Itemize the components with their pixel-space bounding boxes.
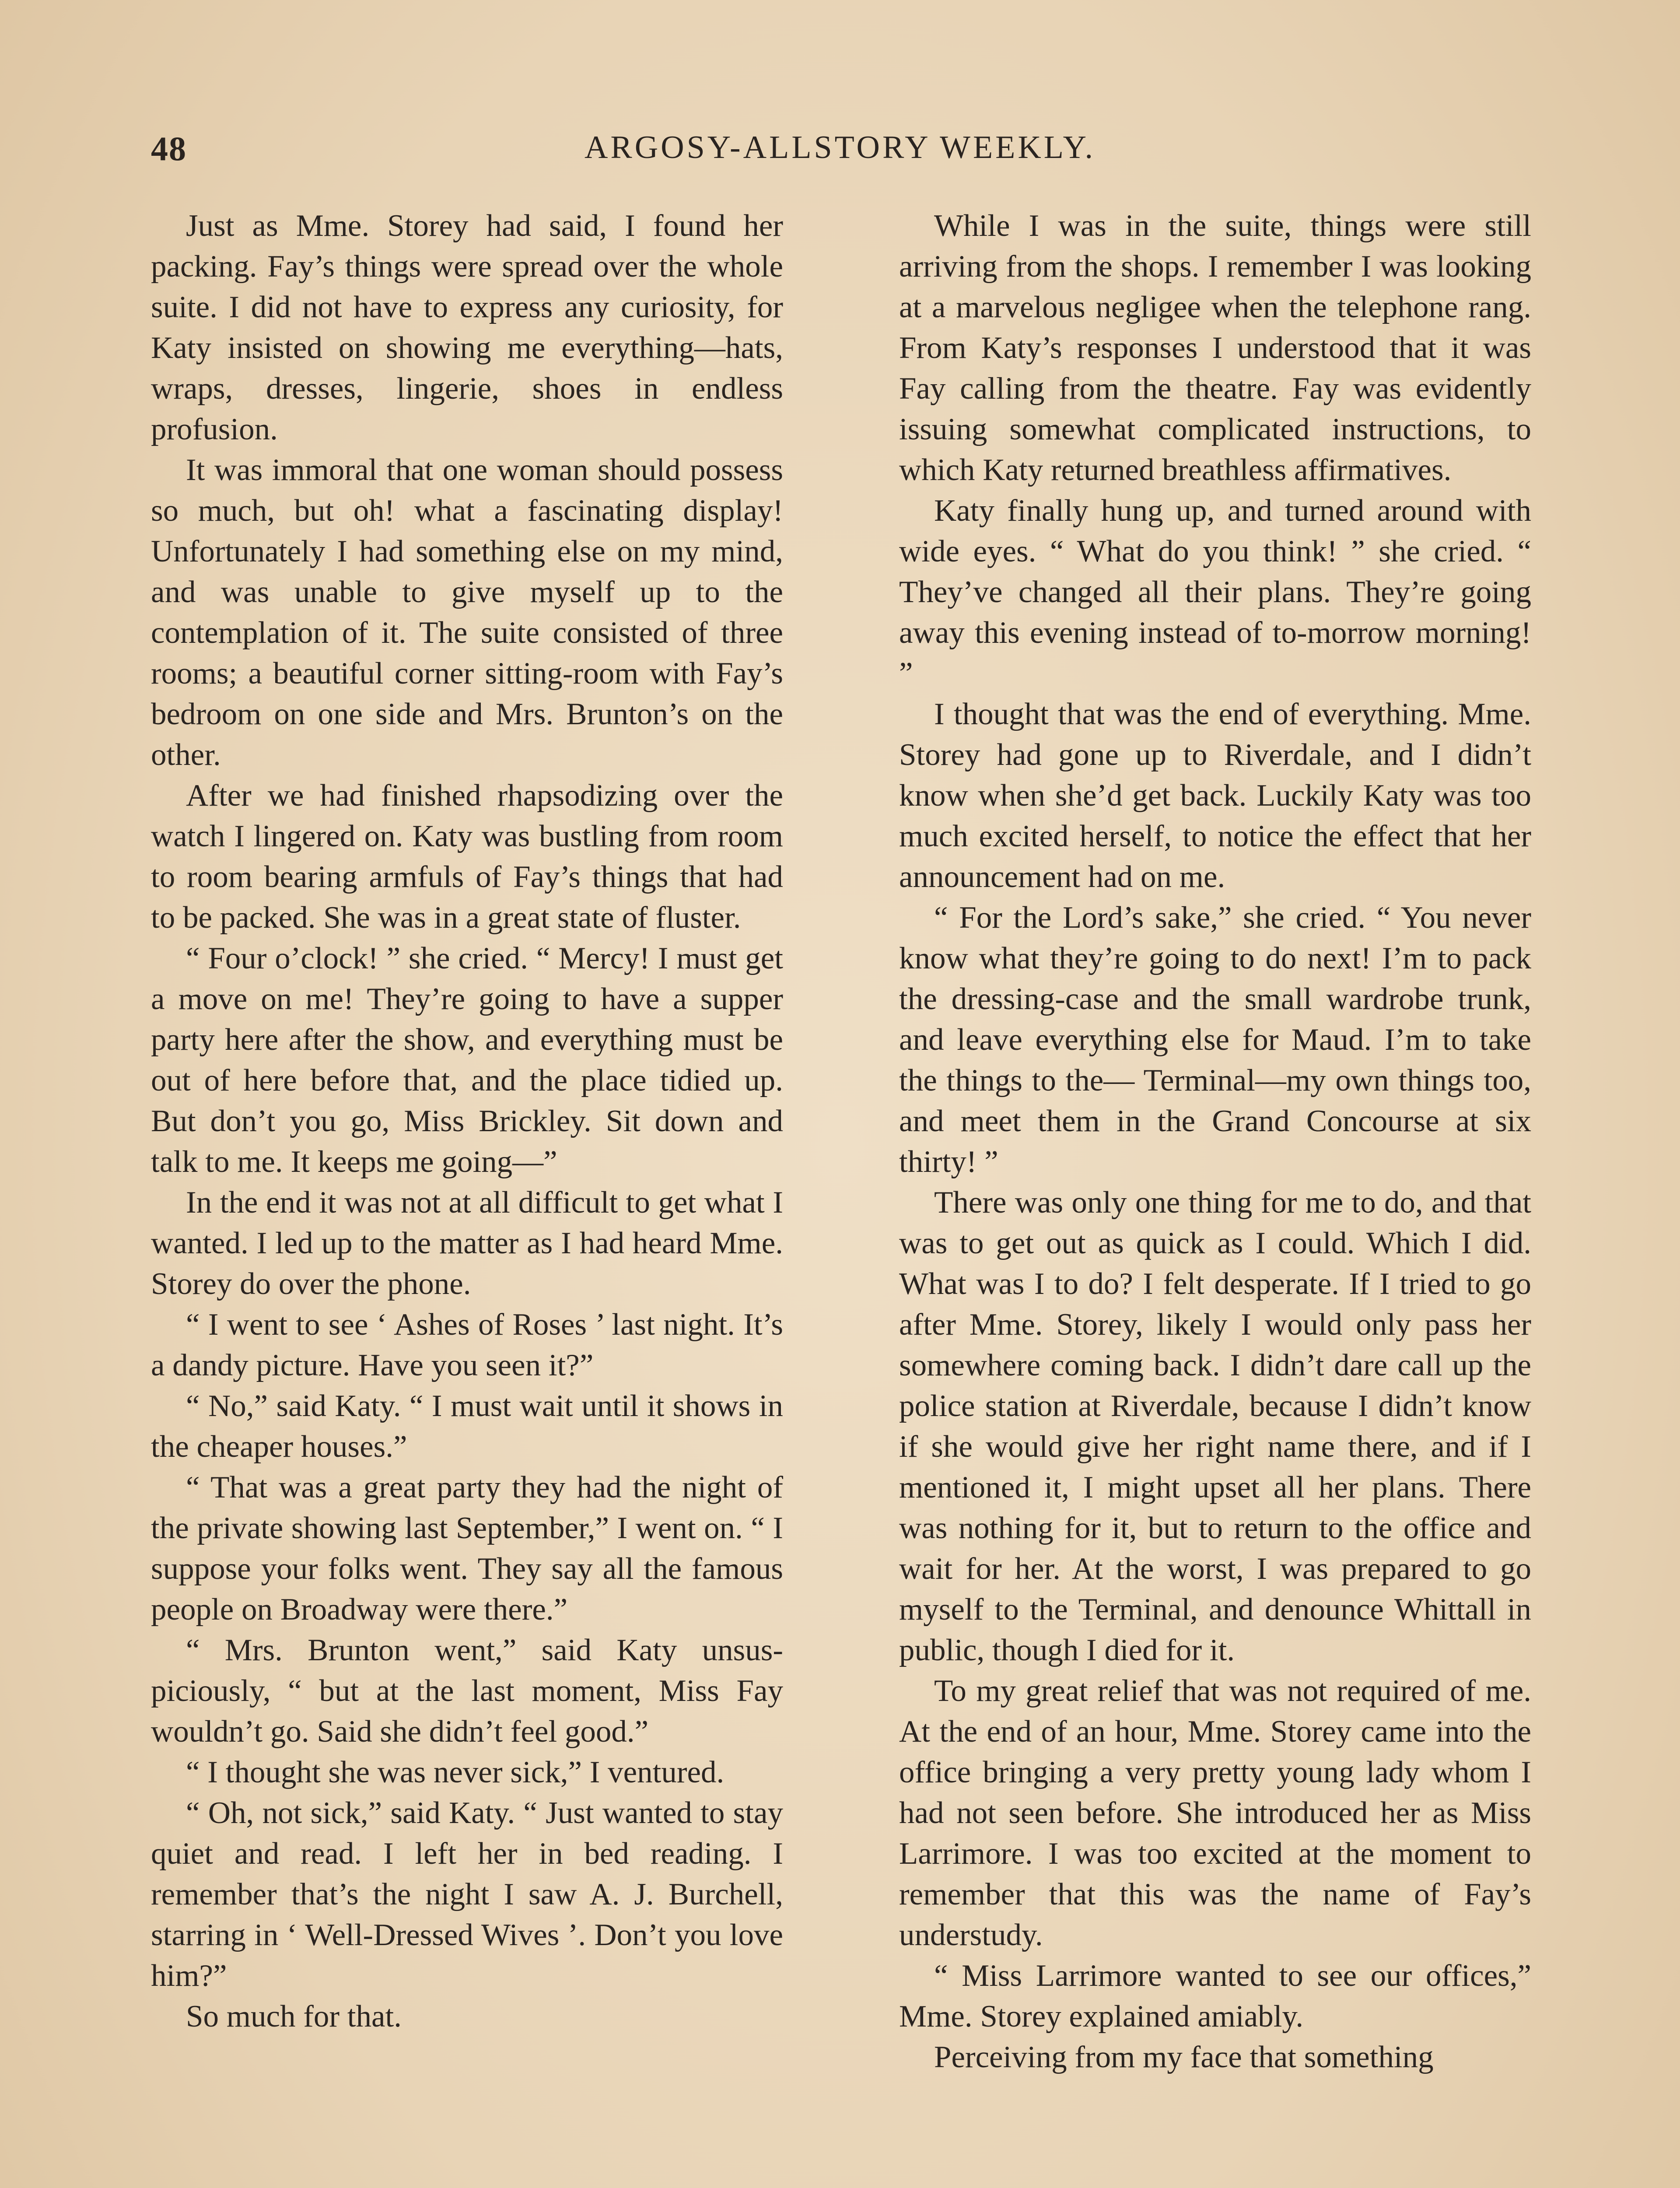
page-header xyxy=(151,129,1529,182)
right-column xyxy=(899,206,1531,2078)
paragraph: “ Miss Larrimore wanted to see our offices,” Mme. Storey explained amiably. xyxy=(899,1959,1531,2034)
paragraph: “ For the Lord’s sake,” she cried. “ You never know what they’re going to do next! I’m to pack the dressing-case and the small wardrobe trunk, and leave everything else for Maud. I’m to take the things to the— Terminal—my own things too, and meet them in the Grand Concourse at six thirty! ” xyxy=(899,901,1531,1179)
paragraph: “ Mrs. Brunton went,” said Katy unsuspiciously, “ but at the last moment, Miss Fay wouldn’t go. Said she didn’t feel good.” xyxy=(151,1633,783,1749)
paragraph: “ That was a great party they had the night of the private showing last September,” I went on. “ I suppose your folks went. They say all the famous people on Broadway were there.” xyxy=(151,1470,783,1627)
paragraph: After we had finished rhapsodizing over the watch I lingered on. Katy was bustling from room to room bearing armfuls of Fay’s things that had to be packed. She was in a great state of fluster. xyxy=(151,778,783,935)
paragraph: “ Oh, not sick,” said Katy. “ Just wanted to stay quiet and read. I left her in bed reading. I remember that’s the night I saw A. J. Burchell, starring in ‘ Well-Dressed Wives ’. Don’t you love him?” xyxy=(151,1796,783,1993)
paragraph: In the end it was not at all difficult to get what I wanted. I led up to the matter as I had heard Mme. Storey do over the phone. xyxy=(151,1185,783,1301)
paragraph: Just as Mme. Storey had said, I found her packing. Fay’s things were spread over the whole suite. I did not have to express any curiosity, for Katy insisted on showing me everything—hats, wraps, dresses, lingerie, shoes in endless profusion. xyxy=(151,209,783,446)
left-column xyxy=(151,206,783,2037)
paragraph: So much for that. xyxy=(186,1999,402,2034)
paragraph: There was only one thing for me to do, and that was to get out as quick as I could. Which I did. What was I to do? I felt desperate. If I tried to go after Mme. Storey, likely I would only pass her somewhere coming back. I didn’t dare call up the police station at Riverdale, because I didn’t know if she would give her right name there, and if I mentioned it, I might upset all her plans. There was nothing for it, but to return to the office and wait for her. At the worst, I was prepared to go myself to the Terminal, and denounce Whittall in public, though I died for it. xyxy=(899,1185,1531,1667)
paragraph: I thought that was the end of everything. Mme. Storey had gone up to Riverdale, and I didn’t know when she’d get back. Luckily Katy was too much excited herself, to notice the effect that her announcement had on me. xyxy=(899,697,1531,894)
paragraph: Perceiving from my face that something xyxy=(934,2040,1434,2074)
paragraph: “ I went to see ‘ Ashes of Roses ’ last night. It’s a dandy picture. Have you seen it?” xyxy=(151,1308,783,1382)
page-number: 48 xyxy=(151,130,187,168)
paragraph: To my great relief that was not required of me. At the end of an hour, Mme. Storey came into the office bringing a very pretty young lady whom I had not seen before. She introduced her as Miss Larrimore. I was too excited at the moment to remember that this was the name of Fay’s understudy. xyxy=(899,1674,1531,1952)
paragraph: “ I thought she was never sick,” I ventured. xyxy=(186,1755,724,1789)
paragraph: Katy finally hung up, and turned around with wide eyes. “ What do you think! ” she cried. “ They’ve changed all their plans. They’re going away this evening instead of to-morrow morning! ” xyxy=(899,494,1531,691)
paragraph: “ Four o’clock! ” she cried. “ Mercy! I must get a move on me! They’re going to have a supper party here after the show, and everything must be out of here before that, and the place tidied up. But don’t you go, Miss Brickley. Sit down and talk to me. It keeps me going—” xyxy=(151,941,783,1179)
paragraph: While I was in the suite, things were still arriving from the shops. I remember I was looking at a marvelous negligee when the telephone rang. From Katy’s responses I understood that it was Fay calling from the theatre. Fay was evidently issuing somewhat complicated instructions, to which Katy returned breathless affirmatives. xyxy=(899,209,1531,487)
running-head: ARGOSY-ALLSTORY WEEKLY. xyxy=(584,130,1096,165)
paragraph: It was immoral that one woman should possess so much, but oh! what a fascinating display! Unfortunately I had something else on my mind, and was unable to give myself up to the contemplation of it. The suite consisted of three rooms; a beautiful corner sitting-room with Fay’s bedroom on one side and Mrs. Brunton’s on the other. xyxy=(151,453,783,772)
paragraph: “ No,” said Katy. “ I must wait until it shows in the cheaper houses.” xyxy=(151,1389,783,1464)
